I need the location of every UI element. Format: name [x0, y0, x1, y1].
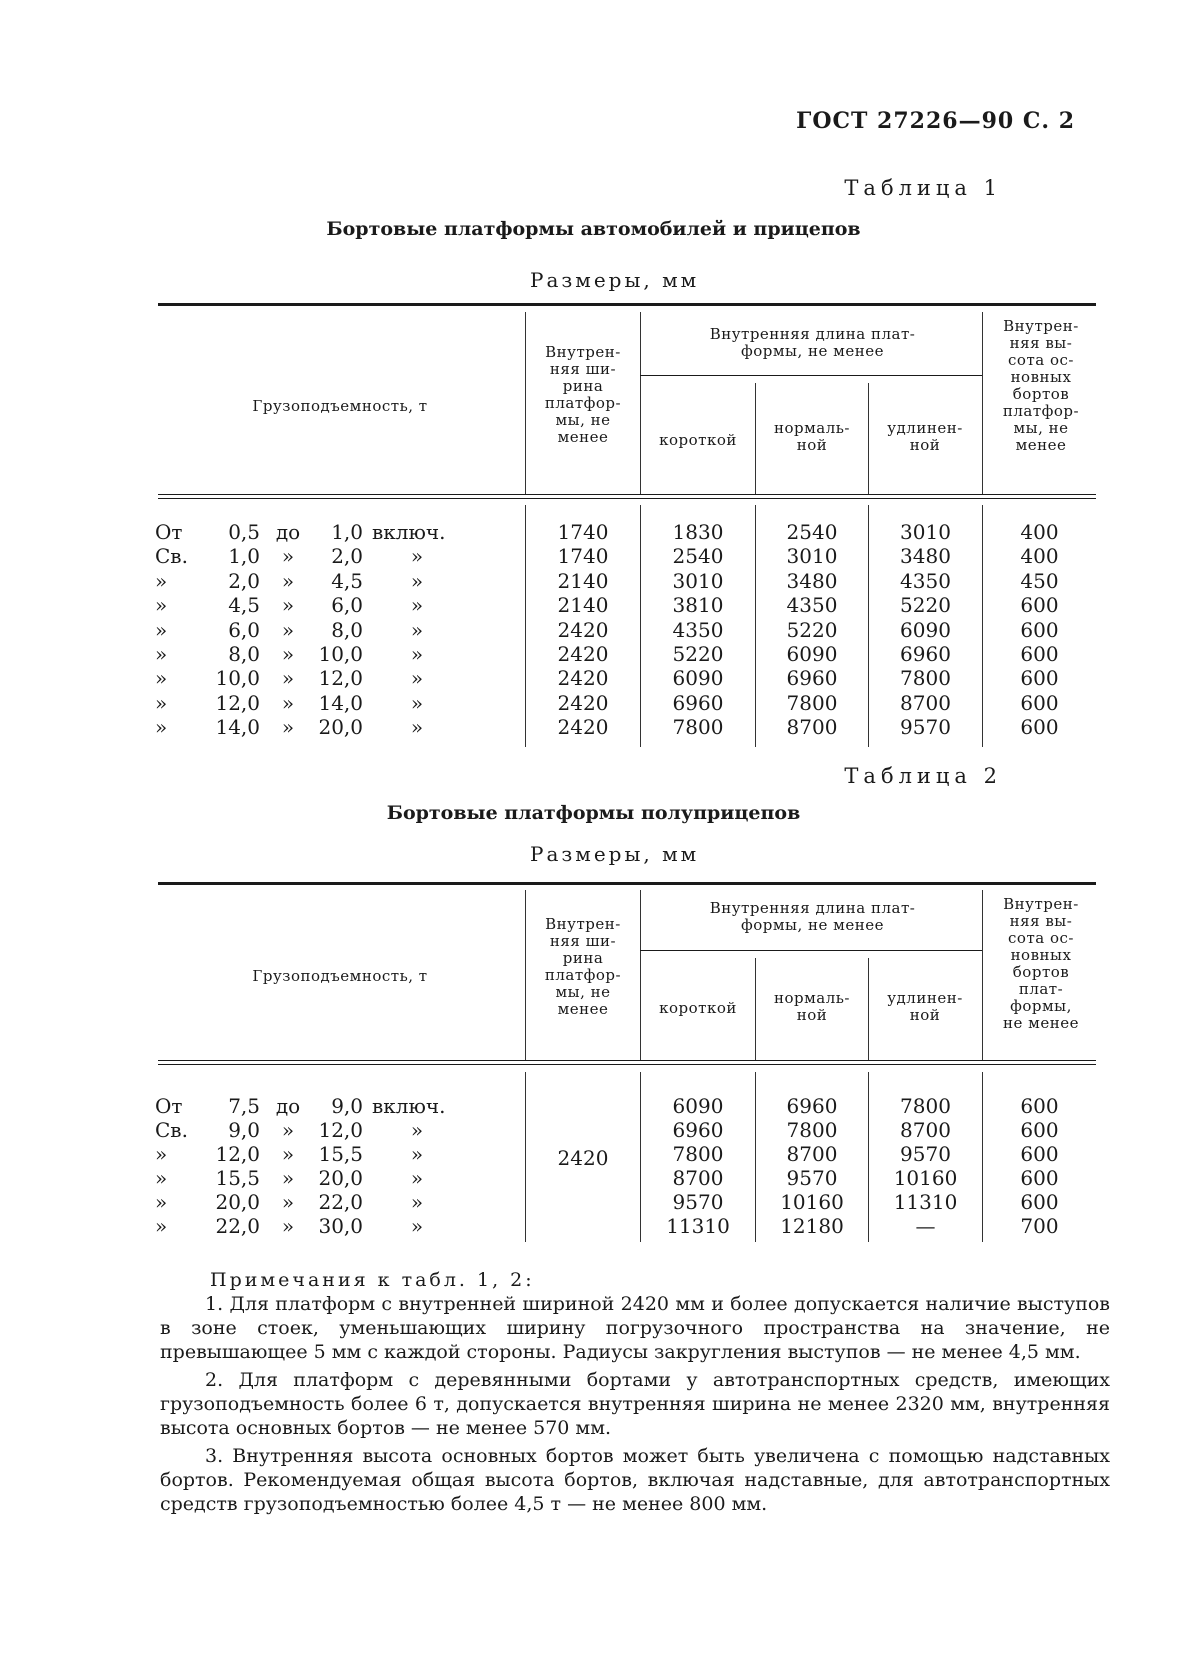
table2-header-height: Внутрен- няя вы- сота ос- новных бортов плат- формы, не менее	[1003, 895, 1079, 1032]
table1-row-suffix: »	[410, 715, 424, 740]
table2-row-prefix: »	[155, 1166, 168, 1190]
table1-row-suffix: »	[410, 617, 424, 642]
table1-vline	[982, 312, 983, 494]
table1-row-from: 4,5	[228, 593, 260, 618]
table1-cell-width: 2420	[557, 690, 609, 715]
table2-row-to: 12,0	[318, 1118, 363, 1142]
table1-cell-short: 7800	[672, 715, 724, 740]
table1-cell-height: 600	[1020, 666, 1059, 691]
table1-cell-normal: 5220	[786, 617, 838, 642]
table2-row-to: 22,0	[318, 1190, 363, 1214]
table1-header-rule	[158, 498, 1096, 499]
table2-header-width: Внутрен- няя ши- рина платфор- мы, не менее	[544, 915, 622, 1018]
table1-row-from: 10,0	[215, 666, 260, 691]
table1-row-prefix: »	[155, 666, 168, 691]
table1-header-long: удлинен- ной	[887, 419, 963, 454]
table2-cell-long: —	[915, 1214, 936, 1238]
table1-header-length: Внутренняя длина плат- формы, не менее	[709, 325, 916, 360]
table2-row-suffix: »	[410, 1190, 424, 1214]
table2-cell-long: 8700	[900, 1118, 951, 1142]
table2-vline	[982, 890, 983, 1060]
table1-vline	[755, 383, 756, 494]
table1-cell-short: 2540	[672, 544, 724, 569]
table2-row-suffix: »	[410, 1214, 424, 1238]
table2-cell-normal: 6960	[786, 1094, 838, 1118]
table1-cell-height: 600	[1020, 593, 1059, 618]
table2-row-to: 30,0	[318, 1214, 363, 1238]
table1-row-from: 12,0	[215, 690, 260, 715]
table1-cell-width: 2420	[557, 617, 609, 642]
table1-row-suffix: »	[410, 544, 424, 569]
table2-header-normal: нормаль- ной	[773, 989, 850, 1024]
table1-cell-height: 450	[1020, 568, 1059, 593]
notes-heading: Примечания к табл. 1, 2:	[210, 1269, 535, 1291]
table1-row-from: 6,0	[228, 617, 260, 642]
table2-cell-height: 600	[1020, 1118, 1059, 1142]
table1-row-to: 4,5	[331, 568, 363, 593]
table2-row-to-word: до	[275, 1094, 301, 1118]
table2-row-to-word: »	[281, 1190, 295, 1214]
table2-row-from: 7,5	[228, 1094, 260, 1118]
table2-cell-long: 10160	[893, 1166, 958, 1190]
table2-cell-normal: 10160	[780, 1190, 844, 1214]
table1-row-to: 2,0	[331, 544, 363, 569]
table1-cell-short: 5220	[672, 642, 724, 666]
table2-header-capacity: Грузоподъемность, т	[252, 967, 428, 985]
table2-cell-short: 8700	[672, 1166, 724, 1190]
table1-row-to: 10,0	[318, 642, 363, 666]
table1-cell-long: 5220	[900, 593, 951, 618]
table1-row-to: 20,0	[318, 715, 363, 740]
table1-header-width: Внутрен- няя ши- рина платфор- мы, не менее	[544, 343, 622, 446]
table2-cell-height: 600	[1020, 1142, 1059, 1166]
table1-row-to-word: »	[281, 666, 295, 691]
table1-cell-normal: 7800	[786, 690, 838, 715]
table2-cell-short: 11310	[666, 1214, 730, 1238]
table1-row-from: 14,0	[215, 715, 260, 740]
table1-row-prefix: От	[155, 520, 183, 544]
table2-cell-normal: 7800	[786, 1118, 838, 1142]
table1-units: Размеры, мм	[530, 268, 700, 292]
table2-cell-height: 600	[1020, 1166, 1059, 1190]
table2-cell-short: 7800	[672, 1142, 724, 1166]
note-3: 3. Внутренняя высота основных бортов может быть увеличена с помощью надставных бортов. Рекомендуемая общая высота бортов, включая надставные, для автотранспортных средств грузоподъемностью более 4,5 т — не менее 800 мм.	[160, 1445, 1110, 1515]
table2-header-rule	[158, 1064, 1096, 1065]
table1-cell-normal: 6960	[786, 666, 838, 691]
table2-cell-normal: 9570	[786, 1166, 838, 1190]
table1-cell-short: 6960	[672, 690, 724, 715]
table1-row-from: 0,5	[228, 520, 260, 544]
table1-vline	[525, 312, 526, 494]
table1-row-prefix: »	[155, 568, 168, 593]
table1-cell-long: 4350	[900, 568, 951, 593]
table2-header-length: Внутренняя длина плат- формы, не менее	[709, 899, 916, 934]
table1-cell-short: 4350	[672, 617, 724, 642]
table2-row-to-word: »	[281, 1142, 295, 1166]
table1-row-to: 14,0	[318, 690, 363, 715]
table2-row-from: 9,0	[228, 1118, 260, 1142]
table1-cell-height: 400	[1020, 520, 1059, 544]
note-1: 1. Для платформ с внутренней шириной 2420 мм и более допускается наличие выступов в зоне стоек, уменьшающих ширину погрузочного пространства на значение, не превышающее 5 мм с каждой стороны. Радиусы закругления выступов — не менее 4,5 мм.	[160, 1293, 1110, 1363]
table1-cell-long: 3010	[900, 520, 951, 544]
table1-cell-long: 6090	[900, 617, 951, 642]
table1-vline	[640, 312, 641, 494]
table1-cell-height: 600	[1020, 642, 1059, 666]
table2-row-to-word: »	[281, 1118, 295, 1142]
page-header: ГОСТ 27226—90 С. 2	[796, 108, 1075, 134]
table1-cell-normal: 3480	[786, 568, 838, 593]
table2-row-from: 15,5	[215, 1166, 260, 1190]
table1-label: Таблица 1	[844, 176, 1002, 200]
table1-row-to-word: »	[281, 715, 295, 740]
table1-row-prefix: »	[155, 690, 168, 715]
table2-vline	[868, 958, 869, 1060]
table1-cell-normal: 6090	[786, 642, 838, 666]
table2-cell-normal: 12180	[780, 1214, 844, 1238]
table1-cell-short: 6090	[672, 666, 724, 691]
table1-top-rule	[158, 303, 1096, 306]
table2-row-to-word: »	[281, 1166, 295, 1190]
table2-row-suffix: »	[410, 1118, 424, 1142]
table1-cell-height: 600	[1020, 690, 1059, 715]
table1-header-normal: нормаль- ной	[773, 419, 850, 454]
table1-cell-height: 600	[1020, 715, 1059, 740]
table1-row-to-word: »	[281, 568, 295, 593]
table1-row-suffix: »	[410, 690, 424, 715]
table2-header-long: удлинен- ной	[887, 989, 963, 1024]
table2-cell-normal: 8700	[786, 1142, 838, 1166]
table2-row-prefix: »	[155, 1190, 168, 1214]
table1-row-prefix: Св.	[155, 544, 188, 569]
table1-cell-long: 9570	[900, 715, 951, 740]
table1-cell-normal: 4350	[786, 593, 838, 618]
table1-row-prefix: »	[155, 715, 168, 740]
table1-cell-width: 2140	[557, 593, 609, 618]
table1-cell-short: 1830	[672, 520, 724, 544]
table1-row-from: 2,0	[228, 568, 260, 593]
table2-row-suffix: включ.	[372, 1094, 446, 1118]
table1-row-suffix: »	[410, 666, 424, 691]
table2-row-to-word: »	[281, 1214, 295, 1238]
table2-title: Бортовые платформы полуприцепов	[386, 802, 801, 824]
table1-cell-normal: 2540	[786, 520, 838, 544]
table1-row-to: 6,0	[331, 593, 363, 618]
table2-row-from: 22,0	[215, 1214, 260, 1238]
table2-cell-short: 6960	[672, 1118, 724, 1142]
table1-row-prefix: »	[155, 642, 168, 666]
table2-row-suffix: »	[410, 1142, 424, 1166]
table1-row-to: 12,0	[318, 666, 363, 691]
table1-row-to-word: »	[281, 544, 295, 569]
table2-cell-height: 600	[1020, 1190, 1059, 1214]
table2-row-prefix: Св.	[155, 1118, 188, 1142]
table1-row-to-word: »	[281, 617, 295, 642]
table1-cell-long: 8700	[900, 690, 951, 715]
table1-cell-width: 1740	[557, 544, 609, 569]
table2-merged-width: 2420	[557, 1146, 609, 1170]
table1-row-prefix: »	[155, 617, 168, 642]
table1-cell-height: 400	[1020, 544, 1059, 569]
table1-cell-width: 2420	[557, 715, 609, 740]
table1-cell-height: 600	[1020, 617, 1059, 642]
table2-row-from: 12,0	[215, 1142, 260, 1166]
table2-units: Размеры, мм	[530, 842, 700, 866]
table2-row-from: 20,0	[215, 1190, 260, 1214]
table1-cell-normal: 8700	[786, 715, 838, 740]
table1-cell-width: 2420	[557, 642, 609, 666]
note-2: 2. Для платформ с деревянными бортами у автотранспортных средств, имеющих грузоподъемность более 6 т, допускается внутренняя ширина не менее 2320 мм, внутренняя высота основных бортов — не менее 570 мм.	[160, 1369, 1110, 1439]
table2-subheader-rule	[640, 950, 982, 951]
table2-cell-long: 7800	[900, 1094, 951, 1118]
table1-cell-short: 3810	[672, 593, 724, 618]
table1-header-capacity: Грузоподъемность, т	[252, 397, 428, 415]
table1-row-from: 8,0	[228, 642, 260, 666]
table2-top-rule	[158, 882, 1096, 885]
table2-row-prefix: От	[155, 1094, 183, 1118]
table2-label: Таблица 2	[844, 764, 1002, 788]
table1-row-from: 1,0	[228, 544, 260, 569]
table1-row-suffix: включ.	[372, 520, 446, 544]
table1-cell-width: 2140	[557, 568, 609, 593]
table2-cell-short: 6090	[672, 1094, 724, 1118]
table2-row-prefix: »	[155, 1214, 168, 1238]
table2-row-to: 20,0	[318, 1166, 363, 1190]
table2-header-rule	[158, 1060, 1096, 1061]
table2-cell-short: 9570	[672, 1190, 724, 1214]
table2-cell-height: 600	[1020, 1094, 1059, 1118]
table1-cell-width: 2420	[557, 666, 609, 691]
table1-cell-normal: 3010	[786, 544, 838, 569]
table1-cell-long: 6960	[900, 642, 951, 666]
table2-header-short: короткой	[659, 999, 737, 1017]
table2-vline	[755, 958, 756, 1060]
table1-row-to-word: до	[275, 520, 301, 544]
table1-row-to-word: »	[281, 642, 295, 666]
table1-row-to: 1,0	[331, 520, 363, 544]
table1-row-prefix: »	[155, 593, 168, 618]
table1-cell-short: 3010	[672, 568, 724, 593]
table1-subheader-rule	[640, 375, 982, 376]
table1-row-to-word: »	[281, 690, 295, 715]
table2-row-to: 9,0	[331, 1094, 363, 1118]
table2-row-to: 15,5	[318, 1142, 363, 1166]
table1-row-to-word: »	[281, 593, 295, 618]
table2-row-suffix: »	[410, 1166, 424, 1190]
table1-row-suffix: »	[410, 568, 424, 593]
table1-header-rule	[158, 494, 1096, 495]
table1-title: Бортовые платформы автомобилей и прицепов	[326, 218, 861, 240]
table2-row-prefix: »	[155, 1142, 168, 1166]
table2-vline	[525, 890, 526, 1060]
table2-cell-long: 9570	[900, 1142, 951, 1166]
table2-vline	[640, 890, 641, 1060]
table1-row-suffix: »	[410, 642, 424, 666]
table1-header-short: короткой	[659, 431, 737, 449]
table1-header-height: Внутрен- няя вы- сота ос- новных бортов платфор- мы, не менее	[1002, 317, 1080, 454]
table1-cell-width: 1740	[557, 520, 609, 544]
table1-row-suffix: »	[410, 593, 424, 618]
table2-cell-height: 700	[1020, 1214, 1059, 1238]
notes	[160, 1268, 1110, 1516]
table2-cell-long: 11310	[893, 1190, 958, 1214]
table1-cell-long: 7800	[900, 666, 951, 691]
table1-cell-long: 3480	[900, 544, 951, 569]
table1-vline	[868, 383, 869, 494]
table1-row-to: 8,0	[331, 617, 363, 642]
